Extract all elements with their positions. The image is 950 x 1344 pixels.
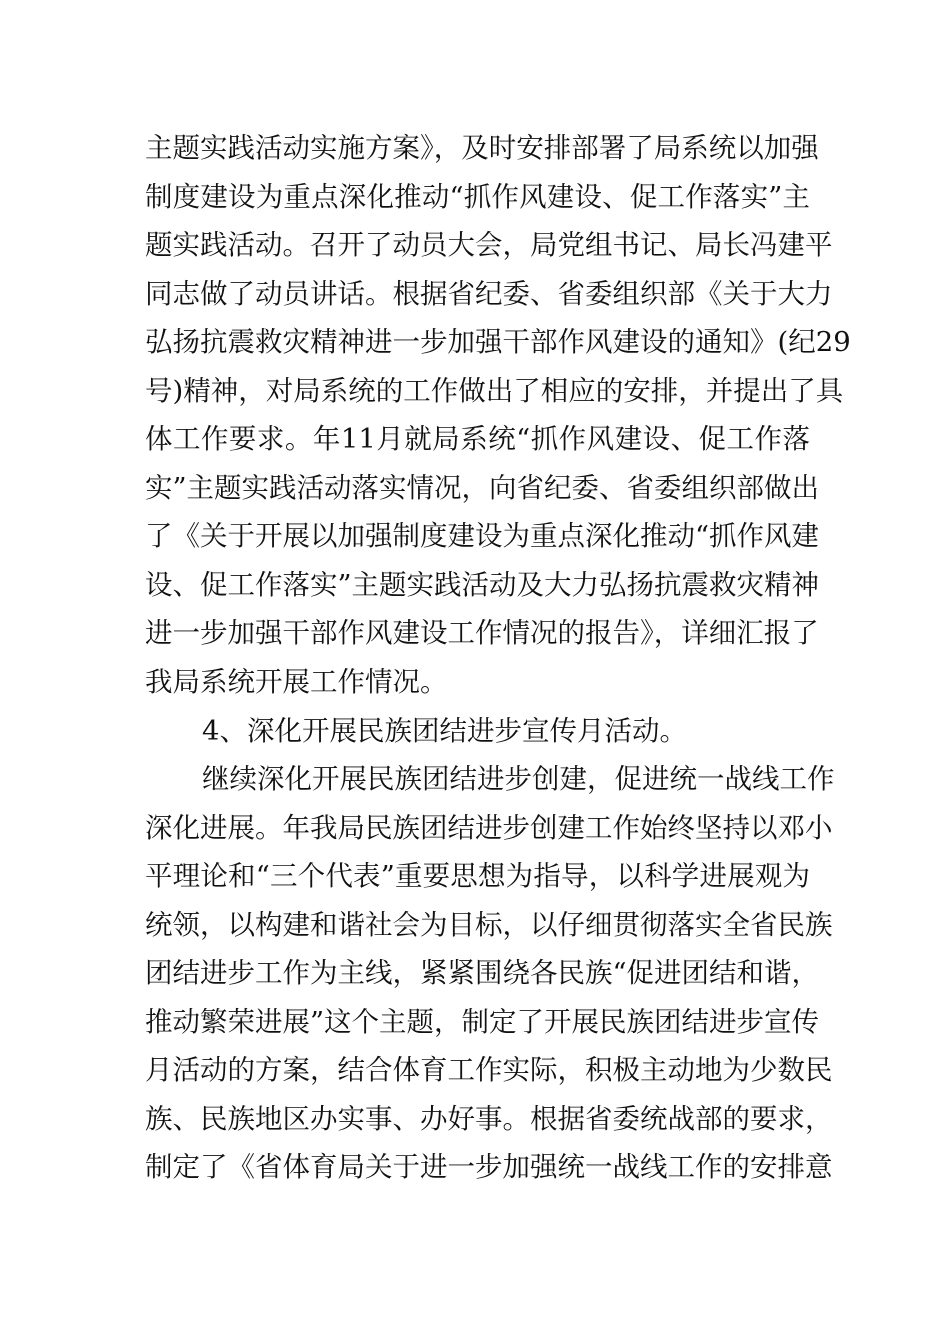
- text-line: 实”主题实践活动落实情况，向省纪委、省委组织部做出: [145, 471, 820, 504]
- text-line: 月活动的方案，结合体育工作实际，积极主动地为少数民: [145, 1054, 833, 1087]
- text-line: 平理论和“三个代表”重要思想为指导，以科学进展观为: [145, 860, 810, 893]
- text-line: 推动繁荣进展”这个主题，制定了开展民族团结进步宣传: [145, 1005, 820, 1038]
- text-line: 进一步加强干部作风建设工作情况的报告》，详细汇报了: [145, 617, 819, 650]
- text-line: 统领，以构建和谐社会为目标，以仔细贯彻落实全省民族: [145, 908, 833, 941]
- text-line: 了《关于开展以加强制度建设为重点深化推动“抓作风建: [145, 520, 820, 553]
- text-line: 设、促工作落实”主题实践活动及大力弘扬抗震救灾精神: [145, 568, 820, 601]
- text-line: 团结进步工作为主线，紧紧围绕各民族“促进团结和谐，: [145, 957, 820, 990]
- text-line: 号)精神，对局系统的工作做出了相应的安排，并提出了具: [145, 374, 844, 407]
- text-line: 4、深化开展民族团结进步宣传月活动。: [202, 714, 687, 747]
- text-line: 弘扬抗震救灾精神进一步加强干部作风建设的通知》(纪29: [145, 326, 851, 359]
- body-text: [145, 124, 851, 1192]
- text-line: 继续深化开展民族团结进步创建，促进统一战线工作: [202, 763, 835, 796]
- text-line: 同志做了动员讲话。根据省纪委、省委组织部《关于大力: [145, 277, 833, 310]
- text-line: 题实践活动。召开了动员大会，局党组书记、局长冯建平: [145, 229, 833, 262]
- text-line: 制度建设为重点深化推动“抓作风建设、促工作落实”主: [145, 180, 810, 213]
- text-line: 主题实践活动实施方案》，及时安排部署了局系统以加强: [145, 132, 819, 164]
- text-line: 族、民族地区办实事、办好事。根据省委统战部的要求，: [145, 1102, 833, 1135]
- text-line: 体工作要求。年11月就局系统“抓作风建设、促工作落: [145, 423, 810, 456]
- text-line: 我局系统开展工作情况。: [145, 666, 448, 699]
- text-line: 深化进展。年我局民族团结进步创建工作始终坚持以邓小: [145, 811, 833, 844]
- text-line: 制定了《省体育局关于进一步加强统一战线工作的安排意: [145, 1151, 833, 1184]
